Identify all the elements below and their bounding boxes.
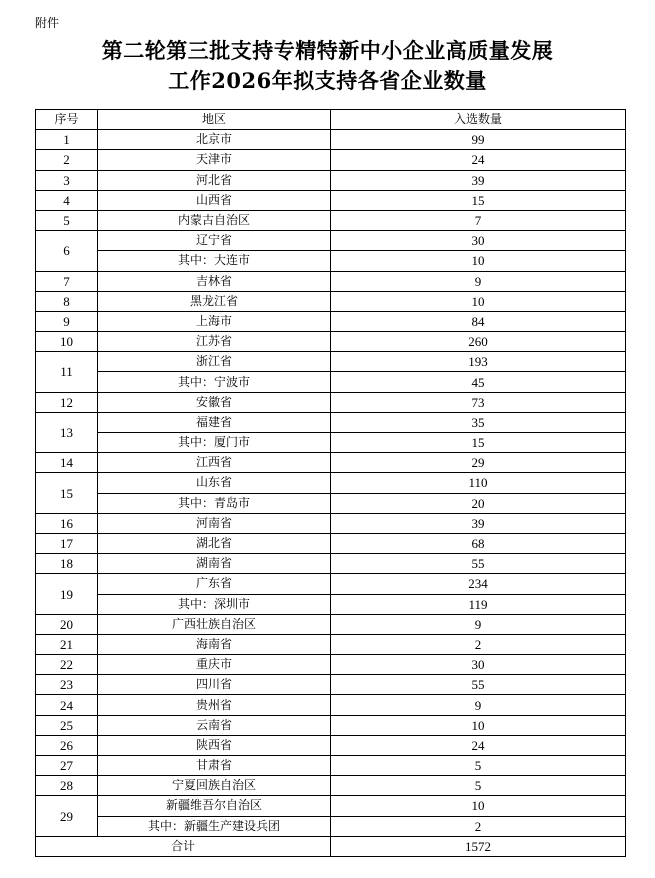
row-count: 5 [331,756,626,776]
table-row [36,231,626,251]
row-count: 9 [331,695,626,715]
row-index: 21 [36,634,98,654]
row-count: 35 [331,412,626,432]
row-region: 其中：大连市 [98,251,331,271]
table-body [36,130,626,837]
row-index: 9 [36,311,98,331]
row-count: 24 [331,735,626,755]
row-index: 24 [36,695,98,715]
row-index: 25 [36,715,98,735]
table-row [36,453,626,473]
row-index: 17 [36,533,98,553]
row-count: 9 [331,614,626,634]
row-index: 1 [36,130,98,150]
table-row [36,695,626,715]
row-index: 3 [36,170,98,190]
row-region: 陕西省 [98,735,331,755]
row-region: 内蒙古自治区 [98,210,331,230]
table-row [36,251,626,271]
row-index: 18 [36,554,98,574]
row-region: 湖北省 [98,533,331,553]
row-count: 10 [331,715,626,735]
table-row [36,554,626,574]
row-region: 重庆市 [98,655,331,675]
table-row [36,735,626,755]
row-count: 24 [331,150,626,170]
row-region: 山西省 [98,190,331,210]
table-row [36,655,626,675]
enterprise-count-table [35,109,626,857]
row-count: 10 [331,291,626,311]
row-count: 15 [331,190,626,210]
row-region: 黑龙江省 [98,291,331,311]
row-count: 55 [331,675,626,695]
row-region: 其中：宁波市 [98,372,331,392]
row-index: 14 [36,453,98,473]
table-row [36,433,626,453]
table-header-row [36,110,626,130]
row-index: 11 [36,352,98,392]
row-index: 26 [36,735,98,755]
total-label: 合计 [36,836,331,856]
row-count: 30 [331,231,626,251]
row-index: 20 [36,614,98,634]
row-count: 99 [331,130,626,150]
row-region: 四川省 [98,675,331,695]
table-row [36,493,626,513]
row-index: 10 [36,332,98,352]
table-row [36,614,626,634]
table-row [36,210,626,230]
row-region: 云南省 [98,715,331,735]
row-count: 2 [331,634,626,654]
row-region: 广东省 [98,574,331,594]
table-row [36,150,626,170]
row-index: 2 [36,150,98,170]
row-region: 湖南省 [98,554,331,574]
table-row [36,634,626,654]
table-row [36,291,626,311]
row-index: 13 [36,412,98,452]
table-row [36,170,626,190]
row-region: 辽宁省 [98,231,331,251]
table-row [36,513,626,533]
table-row [36,130,626,150]
row-region: 安徽省 [98,392,331,412]
row-index: 5 [36,210,98,230]
row-index: 7 [36,271,98,291]
row-index: 22 [36,655,98,675]
row-count: 29 [331,453,626,473]
table-row [36,533,626,553]
row-region: 其中：青岛市 [98,493,331,513]
row-count: 260 [331,332,626,352]
row-count: 45 [331,372,626,392]
row-count: 55 [331,554,626,574]
row-count: 119 [331,594,626,614]
table-row [36,776,626,796]
row-count: 10 [331,796,626,816]
row-count: 234 [331,574,626,594]
table-row [36,756,626,776]
row-count: 68 [331,533,626,553]
header-region: 地区 [98,110,331,130]
table-row [36,352,626,372]
table-row [36,796,626,816]
row-index: 16 [36,513,98,533]
row-region: 山东省 [98,473,331,493]
row-count: 39 [331,170,626,190]
row-region: 江苏省 [98,332,331,352]
table-row [36,332,626,352]
row-region: 吉林省 [98,271,331,291]
table-row [36,392,626,412]
table-row [36,574,626,594]
table-row [36,675,626,695]
table-row [36,311,626,331]
row-count: 20 [331,493,626,513]
total-row [36,836,626,856]
attachment-label: 附件 [35,16,60,30]
table-row [36,594,626,614]
table-row [36,715,626,735]
row-region: 福建省 [98,412,331,432]
row-count: 5 [331,776,626,796]
row-index: 6 [36,231,98,271]
row-count: 193 [331,352,626,372]
row-index: 27 [36,756,98,776]
row-index: 29 [36,796,98,836]
row-count: 15 [331,433,626,453]
row-index: 19 [36,574,98,614]
header-count: 入选数量 [331,110,626,130]
row-region: 其中：深圳市 [98,594,331,614]
row-region: 贵州省 [98,695,331,715]
header-index: 序号 [36,110,98,130]
row-count: 9 [331,271,626,291]
row-region: 甘肃省 [98,756,331,776]
row-region: 其中：新疆生产建设兵团 [98,816,331,836]
document-title-line-2: 工作2026年拟支持各省企业数量 [168,68,487,93]
row-count: 7 [331,210,626,230]
row-count: 30 [331,655,626,675]
row-count: 10 [331,251,626,271]
row-count: 2 [331,816,626,836]
table-row [36,271,626,291]
table-row [36,473,626,493]
row-region: 上海市 [98,311,331,331]
row-region: 河南省 [98,513,331,533]
total-value: 1572 [331,836,626,856]
row-count: 39 [331,513,626,533]
row-index: 4 [36,190,98,210]
table-row [36,190,626,210]
row-region: 浙江省 [98,352,331,372]
row-index: 28 [36,776,98,796]
row-region: 宁夏回族自治区 [98,776,331,796]
table-row [36,412,626,432]
row-region: 其中：厦门市 [98,433,331,453]
row-region: 天津市 [98,150,331,170]
row-region: 江西省 [98,453,331,473]
row-count: 110 [331,473,626,493]
table-row [36,816,626,836]
row-index: 23 [36,675,98,695]
row-region: 河北省 [98,170,331,190]
document-title-line-1: 第二轮第三批支持专精特新中小企业高质量发展 [101,38,554,63]
row-region: 广西壮族自治区 [98,614,331,634]
row-index: 8 [36,291,98,311]
row-count: 73 [331,392,626,412]
row-count: 84 [331,311,626,331]
row-region: 新疆维吾尔自治区 [98,796,331,816]
row-region: 北京市 [98,130,331,150]
table-row [36,372,626,392]
row-index: 15 [36,473,98,513]
row-region: 海南省 [98,634,331,654]
row-index: 12 [36,392,98,412]
